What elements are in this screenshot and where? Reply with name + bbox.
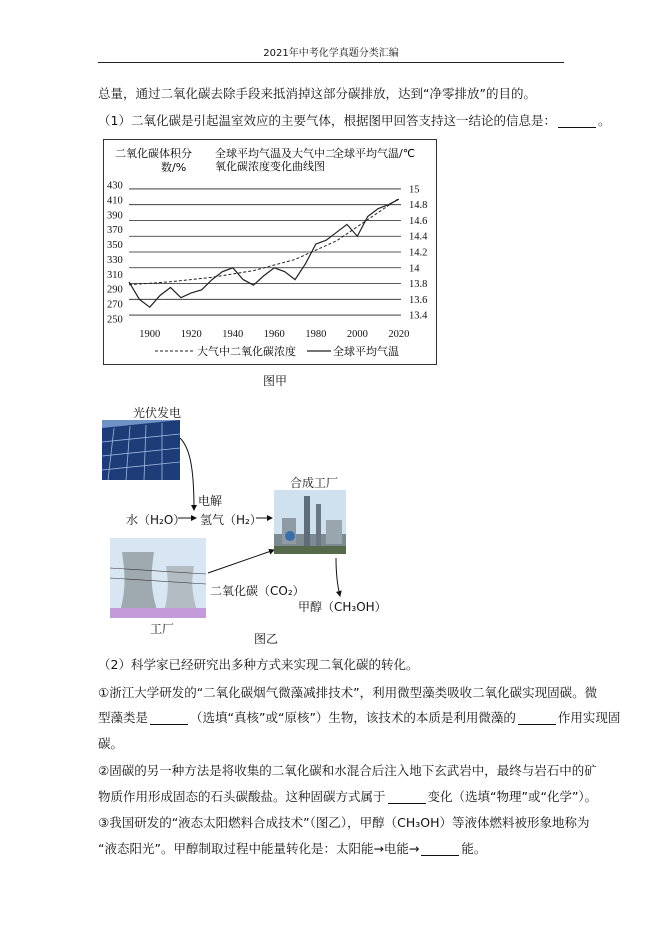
- question-1-text: （1）二氧化碳是引起温室效应的主要气体，根据图甲回答支持这一结论的信息是：: [98, 113, 556, 128]
- answer-blank-2[interactable]: [150, 710, 188, 725]
- q2c-text-2: 能。: [461, 841, 487, 856]
- left-tick-label: 410: [107, 195, 123, 207]
- hydrogen-label: 氢气（H₂）: [200, 513, 262, 527]
- x-tick-label: 1980: [305, 329, 327, 340]
- figure-caption-jia: 图甲: [263, 374, 288, 388]
- left-tick-label: 330: [107, 254, 123, 266]
- question-2c-line1: ③我国研发的“液态太阳燃料合成技术”（图乙），甲醇（CH₃OH）等液体燃料被形象地称为: [98, 815, 590, 830]
- header-divider: [98, 62, 564, 63]
- question-2c-line2: [98, 839, 486, 859]
- answer-blank-1[interactable]: [558, 113, 596, 128]
- right-tick-label: 14: [409, 263, 420, 275]
- intro-text: 总量，通过二氧化碳去除手段来抵消掉这部分碳排放，达到“净零排放”的目的。: [98, 86, 536, 101]
- q2b-text-2: 变化（选填“物理”或“化学”）。: [427, 789, 598, 804]
- right-axis-ticks: [409, 184, 428, 321]
- synthesis-plant-label: 合成工厂: [290, 476, 339, 490]
- left-tick-label: 370: [107, 225, 123, 237]
- methanol-label: 甲醇（CH₃OH）: [298, 600, 387, 614]
- question-2a-line1: ①浙江大学研发的“二氧化碳烟气微藻减排技术”，利用微型藻类吸收二氧化碳实现固碳。微: [98, 685, 598, 700]
- factory-cooling-tower-image: [110, 538, 206, 618]
- liquid-sunshine-diagram: [98, 398, 387, 648]
- question-2a-line3: 碳。: [98, 736, 124, 751]
- chart-title-line1: 全球平均气温及大气中二: [215, 147, 336, 160]
- chart-title-line2: 氧化碳浓度变化曲线图: [215, 160, 325, 173]
- legend-temp-label: 全球平均气温: [333, 345, 399, 358]
- chart-title: [215, 146, 340, 173]
- electrolysis-label: 电解: [198, 494, 223, 508]
- q2b-text-1: 物质作用形成固态的石头碳酸盐。这种固碳方式属于: [98, 789, 386, 804]
- figure-caption-yi: 图乙: [254, 632, 279, 646]
- right-tick-label: 14.4: [409, 231, 428, 243]
- factory-label: 工厂: [150, 622, 175, 636]
- page-header: 2021年中考化学真题分类汇编: [263, 48, 399, 59]
- q2a-text-3: 作用实现固: [557, 710, 621, 725]
- question-2b-line2: [98, 787, 597, 807]
- left-tick-label: 310: [107, 269, 123, 281]
- right-tick-label: 13.6: [409, 294, 428, 306]
- q2c-text-1: “液态阳光”。甲醇制取过程中能量转化是：太阳能→电能→: [98, 841, 420, 856]
- left-tick-label: 390: [107, 210, 123, 222]
- chart-ylabel-left-line2: 数/%: [161, 161, 187, 174]
- chart-ylabel-left-line1: 二氧化碳体积分: [115, 147, 192, 160]
- q2a-text-1: 型藻类是: [98, 710, 149, 725]
- left-tick-label: 290: [107, 284, 123, 296]
- co2-label: 二氧化碳（CO₂）: [210, 584, 305, 598]
- right-tick-label: 14.8: [409, 200, 428, 212]
- x-tick-label: 2020: [388, 329, 410, 340]
- right-tick-label: 14.2: [409, 247, 428, 259]
- legend-co2-label: 大气中二氧化碳浓度: [197, 345, 296, 358]
- x-tick-label: 1940: [222, 329, 244, 340]
- left-tick-label: 270: [107, 299, 123, 311]
- chart-ylabel-right: 全球平均气温/℃: [333, 147, 416, 160]
- left-tick-label: 350: [107, 240, 123, 252]
- answer-blank-3[interactable]: [518, 710, 556, 725]
- question-1: [98, 111, 610, 131]
- question-2b-line1: ②固碳的另一种方法是将收集的二氧化碳和水混合后注入地下玄武岩中，最终与岩石中的矿: [98, 763, 597, 778]
- x-tick-label: 1960: [263, 329, 285, 340]
- right-tick-label: 13.4: [409, 310, 428, 322]
- x-tick-label: 1900: [139, 329, 161, 340]
- left-tick-label: 430: [107, 180, 123, 192]
- answer-blank-4[interactable]: [388, 789, 426, 804]
- temperature-co2-chart: [103, 139, 437, 365]
- question-2-intro: （2）科学家已经研究出多种方式来实现二氧化碳的转化。: [98, 657, 419, 672]
- x-tick-label: 2000: [346, 329, 368, 340]
- question-2a-line2: [98, 708, 620, 728]
- synthesis-plant-image: [274, 490, 346, 554]
- solar-label: 光伏发电: [133, 406, 182, 420]
- left-tick-label: 250: [107, 314, 123, 326]
- right-tick-label: 14.6: [409, 215, 428, 227]
- question-1-end: 。: [597, 113, 611, 128]
- water-label: 水（H₂O）: [126, 513, 186, 527]
- answer-blank-5[interactable]: [421, 841, 459, 856]
- q2a-text-2: （选填“真核”或“原核”）生物，该技术的本质是利用微藻的: [190, 710, 516, 725]
- right-tick-label: 15: [409, 184, 420, 196]
- right-tick-label: 13.8: [409, 279, 428, 291]
- x-tick-label: 1920: [180, 329, 202, 340]
